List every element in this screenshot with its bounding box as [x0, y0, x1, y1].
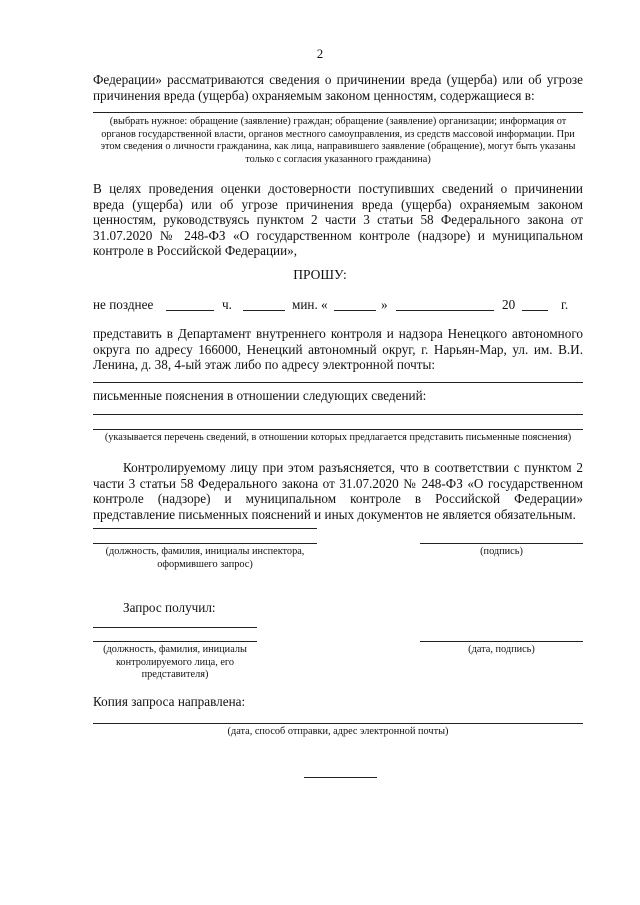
inspector-caption: (должность, фамилия, инициалы инспектора, оформившего запрос) [105, 546, 305, 570]
submit-paragraph: представить в Департамент внутреннего контроля и надзора Ненецкого автономного округа по адресу 166000, Ненецкий автономный округ, г. Нарьян-Мар, ул. им. В.И. Ленина, д. 38, 4-ый этаж либо по адресу электронной почты: [93, 326, 583, 372]
year-field[interactable] [522, 297, 548, 311]
end-separator [304, 777, 377, 778]
explanations-fill-line-1[interactable] [93, 414, 583, 415]
controlled-fill-line-1[interactable] [93, 627, 257, 628]
source-fill-line[interactable] [93, 112, 583, 113]
page-number: 2 [316, 46, 324, 61]
hours-field[interactable] [166, 297, 214, 311]
date-signature-line[interactable] [420, 641, 583, 642]
request-heading: ПРОШУ: [293, 267, 347, 282]
month-field[interactable] [396, 297, 494, 311]
controlled-fill-line-2[interactable] [93, 641, 257, 642]
intro-paragraph: Федерации» рассматриваются сведения о причинении вреда (ущерба) или об угрозе причинения вреда (ущерба) охраняемым законом ценностям, содержащиеся в: [93, 72, 583, 103]
deadline-row [0, 297, 640, 313]
copy-caption: (дата, способ отправки, адрес электронной почты) [227, 726, 449, 737]
source-note: (выбрать нужное: обращение (заявление) граждан; обращение (заявление) организации; информация от органов государственной власти, органов местного самоуправления, из средств массовой информации. При этом сведения о личности гражданина, как лица, направившего заявление (обращение), могут быть указаны только с согласия указанного гражданина) [100, 116, 576, 165]
inspector-fill-line-1[interactable] [93, 528, 317, 529]
purpose-paragraph: В целях проведения оценки достоверности поступивших сведений о причинении вреда (ущерба) или об угрозе причинения вреда (ущерба) охраняемым законом ценностям, руководствуясь пунктом 2 части 3 статьи 58 Федерального закона от 31.07.2020 № 248-ФЗ «О государственном контроле (надзоре) и муниципальном контроле в Российской Федерации», [93, 181, 583, 258]
hours-unit: ч. [222, 297, 232, 312]
date-signature-caption: (дата, подпись) [468, 644, 535, 655]
minutes-unit: мин. « [292, 297, 328, 312]
minutes-field[interactable] [243, 297, 285, 311]
received-label: Запрос получил: [123, 600, 216, 615]
controlled-person-caption: (должность, фамилия, инициалы контролируемого лица, его представителя) [103, 644, 247, 681]
notice-paragraph: Контролируемому лицу при этом разъясняется, что в соответствии с пунктом 2 части 3 статьи 58 Федерального закона от 31.07.2020 № 248-ФЗ «О государственном контроле (надзоре) и муниципальном контроле в Российской Федерации» представление письменных пояснений и иных документов не является обязательным. [93, 460, 583, 522]
copy-label: Копия запроса направлена: [93, 694, 246, 709]
explanations-label: письменные пояснения в отношении следующих сведений: [93, 388, 427, 403]
deadline-prefix: не позднее [93, 297, 154, 312]
inspector-fill-line-2[interactable] [93, 543, 317, 544]
explanations-fill-line-2[interactable] [93, 429, 583, 430]
year-unit: г. [561, 297, 569, 312]
explanations-note: (указывается перечень сведений, в отношении которых предлагается представить письменные пояснения) [104, 432, 572, 443]
email-fill-line[interactable] [93, 382, 583, 383]
signature-caption: (подпись) [480, 546, 523, 557]
day-field[interactable] [334, 297, 376, 311]
year-prefix: 20 [502, 297, 516, 312]
inspector-signature-line[interactable] [420, 543, 583, 544]
copy-fill-line[interactable] [93, 723, 583, 724]
quote-close: » [381, 297, 388, 312]
